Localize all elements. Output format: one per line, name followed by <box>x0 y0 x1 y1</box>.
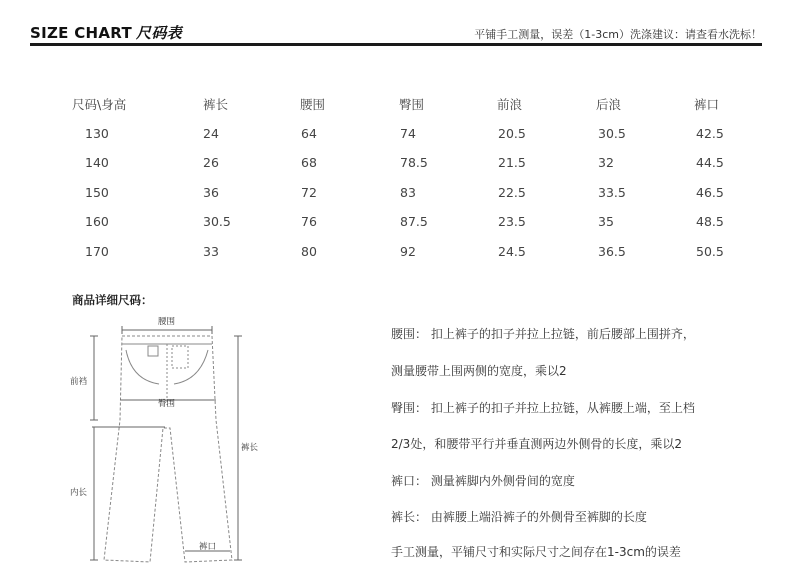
table-cell: 24.5 <box>498 244 526 259</box>
title-en: SIZE CHART <box>30 24 133 42</box>
table-cell: 76 <box>301 214 317 229</box>
note-line: 裤口： 测量裤脚内外侧骨间的宽度 <box>391 474 575 488</box>
table-row <box>0 214 790 234</box>
note-line: 臀围： 扣上裤子的扣子并拉上拉链，从裤腰上端，至上档 <box>391 401 695 415</box>
label-waist: 腰围 <box>158 317 176 327</box>
note-line: 裤长： 由裤腰上端沿裤子的外侧骨至裤脚的长度 <box>391 510 647 524</box>
table-row <box>0 185 790 205</box>
label-length: 裤长 <box>241 443 259 453</box>
column-header: 臀围 <box>399 97 425 112</box>
column-header: 裤长 <box>203 97 229 112</box>
table-cell: 46.5 <box>696 185 724 200</box>
table-cell: 83 <box>400 185 416 200</box>
table-cell: 36 <box>203 185 219 200</box>
column-header: 腰围 <box>300 97 326 112</box>
measurement-lines <box>90 326 242 560</box>
column-header: 后浪 <box>596 97 622 112</box>
pants-outline <box>104 336 232 562</box>
table-cell: 130 <box>85 126 109 141</box>
table-cell: 23.5 <box>498 214 526 229</box>
note-line: 2/3处，和腰带平行并垂直测两边外侧骨的长度，乘以2 <box>391 437 682 451</box>
table-cell: 68 <box>301 155 317 170</box>
column-header: 裤口 <box>694 97 720 112</box>
table-cell: 87.5 <box>400 214 428 229</box>
label-leg-opening: 裤口 <box>199 542 217 552</box>
table-cell: 72 <box>301 185 317 200</box>
pants-measurement-diagram <box>62 310 272 569</box>
table-row <box>0 244 790 264</box>
table-cell: 33 <box>203 244 219 259</box>
table-cell: 140 <box>85 155 109 170</box>
table-cell: 21.5 <box>498 155 526 170</box>
table-cell: 42.5 <box>696 126 724 141</box>
measurement-note: 平铺手工测量，误差（1-3cm）洗涤建议：请查看水洗标！ <box>474 28 762 41</box>
table-cell: 44.5 <box>696 155 724 170</box>
column-header: 前浪 <box>497 97 523 112</box>
note-line: 测量腰带上围两侧的宽度，乘以2 <box>391 364 567 378</box>
size-chart-title <box>30 22 182 43</box>
table-cell: 170 <box>85 244 109 259</box>
table-header-row <box>0 95 790 115</box>
column-header: 尺码\身高 <box>72 97 127 112</box>
table-cell: 74 <box>400 126 416 141</box>
table-cell: 32 <box>598 155 614 170</box>
table-cell: 30.5 <box>203 214 231 229</box>
table-cell: 24 <box>203 126 219 141</box>
note-line: 腰围： 扣上裤子的扣子并拉上拉链，前后腰部上围拼齐， <box>391 327 695 341</box>
header-divider <box>30 43 762 46</box>
table-cell: 80 <box>301 244 317 259</box>
table-cell: 33.5 <box>598 185 626 200</box>
label-hip: 臀围 <box>158 399 176 409</box>
table-cell: 35 <box>598 214 614 229</box>
table-cell: 20.5 <box>498 126 526 141</box>
table-cell: 26 <box>203 155 219 170</box>
detail-size-title: 商品详细尺码： <box>72 293 153 307</box>
table-cell: 48.5 <box>696 214 724 229</box>
table-cell: 64 <box>301 126 317 141</box>
label-inseam: 内长 <box>70 488 88 498</box>
table-cell: 30.5 <box>598 126 626 141</box>
label-front-rise: 前裆 <box>70 377 88 387</box>
table-row <box>0 155 790 175</box>
note-line: 手工测量，平铺尺寸和实际尺寸之间存在1-3cm的误差 <box>391 545 681 559</box>
table-cell: 160 <box>85 214 109 229</box>
table-cell: 22.5 <box>498 185 526 200</box>
table-cell: 92 <box>400 244 416 259</box>
table-cell: 50.5 <box>696 244 724 259</box>
title-cn: 尺码表 <box>136 24 182 42</box>
table-row <box>0 126 790 146</box>
table-cell: 150 <box>85 185 109 200</box>
table-cell: 36.5 <box>598 244 626 259</box>
table-cell: 78.5 <box>400 155 428 170</box>
